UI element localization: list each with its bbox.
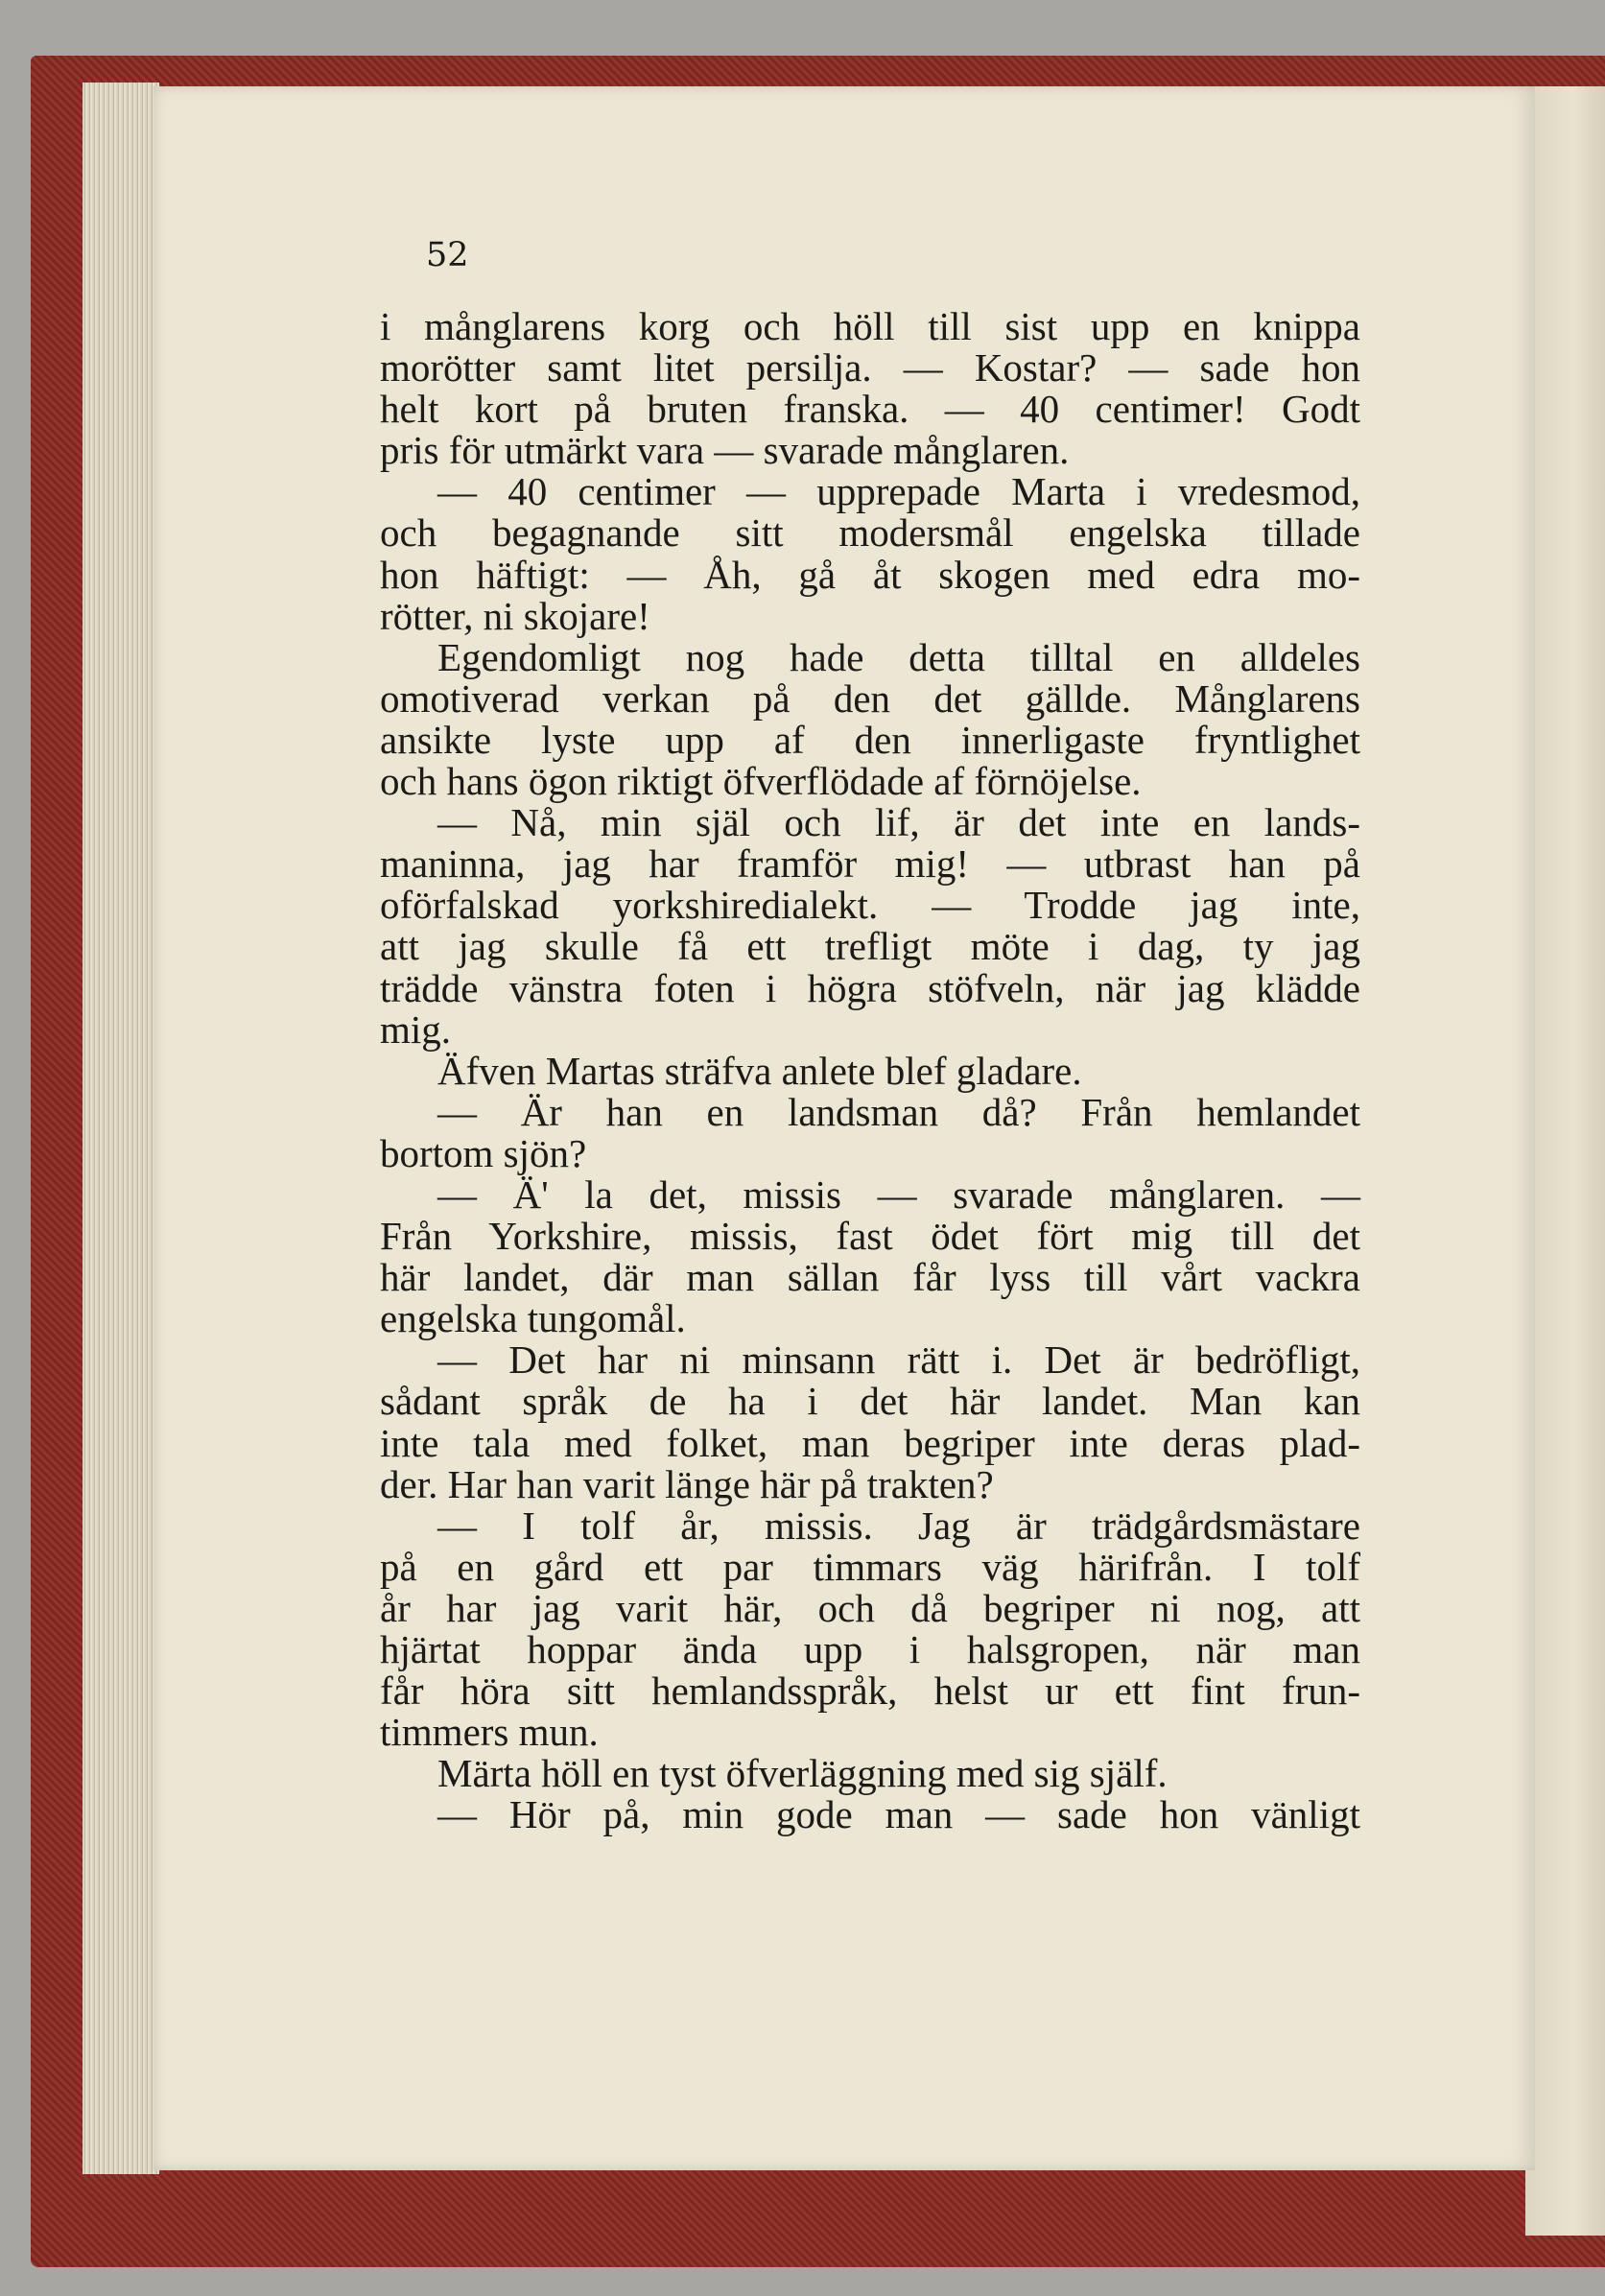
text-line: mig. — [380, 1006, 452, 1052]
text-line: inte tala med folket, man begriper inte deras plad- — [380, 1420, 1360, 1465]
text-line: Från Yorkshire, missis, fast ödet fört mig till det — [380, 1214, 1360, 1259]
text-line: omotiverad verkan på den det gällde. Månglarens — [380, 675, 1360, 721]
text-line: år har jag varit här, och då begriper ni nog, att — [380, 1585, 1360, 1630]
text-line: och begagnande sitt modersmål engelska tillade — [380, 510, 1360, 556]
text-line: der. Har han varit länge här på trakten? — [380, 1461, 994, 1506]
text-line: morötter samt litet persilja. — Kostar? — sade hon — [380, 345, 1360, 391]
text-line: timmers mun. — [380, 1710, 599, 1755]
text-line: — 40 centimer — upprepade Marta i vredesmod, — [437, 469, 1360, 514]
text-line: och hans ögon riktigt öfverflödade af förnöjelse. — [380, 759, 1142, 804]
facing-page-edge — [1525, 86, 1605, 2236]
text-line: bortom sjön? — [380, 1130, 587, 1175]
text-line: hjärtat hoppar ända upp i halsgropen, när man — [380, 1627, 1360, 1671]
text-line: Egendomligt nog hade detta tilltal en alldeles — [437, 634, 1360, 679]
text-line: på en gård ett par timmars väg härifrån. I tolf — [380, 1544, 1360, 1589]
text-line: trädde vänstra foten i högra stöfveln, när jag klädde — [380, 965, 1360, 1010]
text-line: i månglarens korg och höll till sist upp en knippa — [380, 304, 1360, 348]
text-line: engelska tungomål. — [380, 1296, 686, 1341]
text-line: oförfalskad yorkshiredialekt. — Trodde jag inte, — [380, 883, 1360, 928]
text-line: Märta höll en tyst öfverläggning med sig själf. — [437, 1751, 1168, 1796]
text-line: — Det har ni minsann rätt i. Det är bedröfligt, — [437, 1337, 1360, 1383]
text-line: — Hör på, min gode man — sade hon vänligt — [437, 1792, 1360, 1837]
text-line: — Ä' la det, missis — svarade månglaren. — — [437, 1172, 1360, 1217]
text-line: — I tolf år, missis. Jag är trädgårdsmästare — [437, 1503, 1360, 1548]
text-line: — Nå, min själ och lif, är det inte en lands- — [437, 800, 1360, 845]
text-line: — Är han en landsman då? Från hemlandet — [437, 1089, 1360, 1134]
text-line: sådant språk de ha i det här landet. Man kan — [380, 1379, 1360, 1424]
page-number: 52 — [426, 236, 469, 274]
body-text — [380, 306, 1360, 1835]
text-line: får höra sitt hemlandsspråk, helst ur ett fint frun- — [380, 1669, 1360, 1714]
text-line: att jag skulle få ett trefligt möte i dag, ty jag — [380, 924, 1360, 969]
text-line: helt kort på bruten franska. — 40 centimer! Godt — [380, 387, 1360, 432]
text-line: maninna, jag har framför mig! — utbrast han på — [380, 841, 1360, 887]
page-edges — [83, 83, 159, 2174]
text-line: Äfven Martas sträfva anlete blef gladare. — [437, 1048, 1082, 1093]
text-line: ansikte lyste upp af den innerligaste fryntlighet — [380, 717, 1360, 762]
text-line: pris för utmärkt vara — svarade månglaren. — [380, 428, 1070, 473]
text-line: hon häftigt: — Åh, gå åt skogen med edra mo- — [380, 552, 1360, 597]
text-line: här landet, där man sällan får lyss till vårt vackra — [380, 1255, 1360, 1300]
text-line: rötter, ni skojare! — [380, 593, 650, 638]
